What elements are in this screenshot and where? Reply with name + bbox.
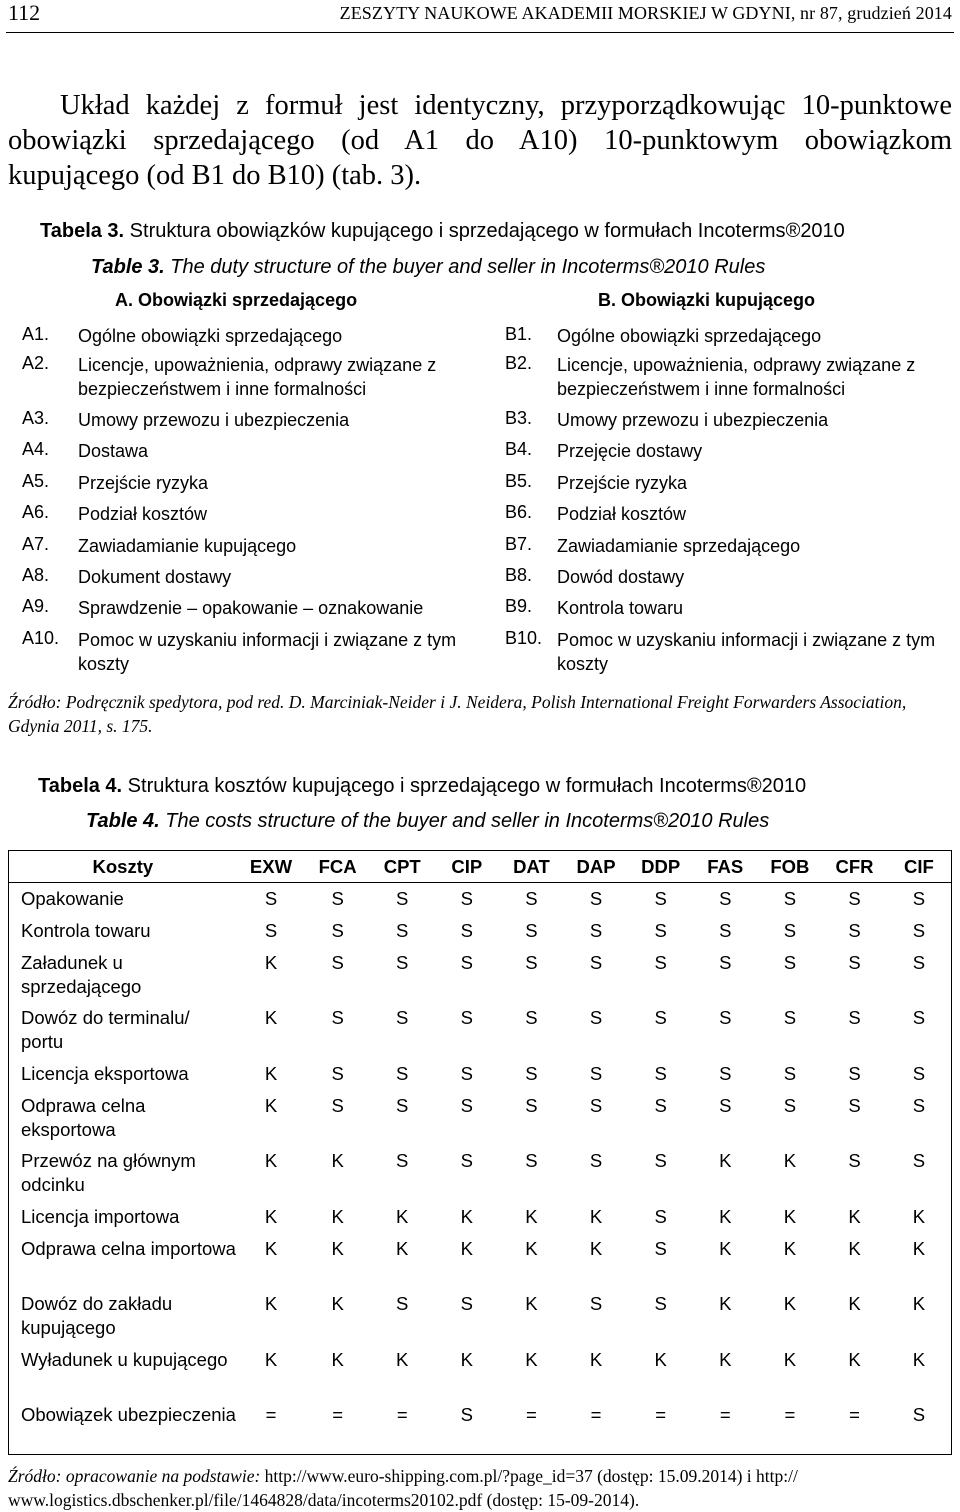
cost-allocation-cell: K [264, 1237, 278, 1259]
cost-allocation-cell: K [719, 1348, 732, 1370]
cost-allocation-cell: K [460, 1237, 473, 1259]
cost-allocation-cell: S [396, 1062, 409, 1084]
table3-caption-en-label: Table 3. [91, 256, 165, 278]
cost-allocation-cell: S [396, 919, 409, 941]
cost-allocation-cell: K [396, 1237, 409, 1259]
table-row [9, 1399, 952, 1455]
cost-allocation-cell: = [719, 1403, 731, 1425]
cost-allocation-cell: S [460, 919, 473, 941]
seller-duty-code: A7. [22, 534, 50, 554]
cost-allocation-cell: K [264, 1062, 278, 1084]
cost-allocation-cell: S [331, 1094, 344, 1116]
cost-allocation-cell: S [654, 951, 667, 973]
cost-allocation-cell: S [848, 1149, 861, 1171]
cost-allocation-cell: S [654, 919, 667, 941]
cost-allocation-cell: S [912, 919, 926, 941]
cost-allocation-cell: S [589, 951, 603, 973]
cost-allocation-cell: S [460, 1094, 473, 1116]
cost-allocation-cell: S [396, 888, 409, 909]
seller-duty-code: A2. [22, 353, 50, 373]
journal-title: ZESZYTY NAUKOWE AKADEMII MORSKIEJ W GDYNI, nr 87, grudzień 2014 [339, 3, 952, 23]
cost-allocation-cell: S [525, 919, 538, 941]
table4-caption-en-year: 2010 Rules [668, 810, 770, 832]
table4-caption-en-text: The costs structure of the buyer and seller in Incoterms [159, 810, 654, 832]
incoterm-column-header: DDP [628, 851, 693, 883]
cost-allocation-cell: K [525, 1348, 538, 1370]
cost-allocation-cell: K [525, 1237, 538, 1259]
cost-allocation-cell: K [331, 1205, 344, 1227]
incoterm-column-header: CIF [887, 851, 952, 883]
cost-allocation-cell: S [396, 1094, 409, 1116]
cost-allocation-cell: S [396, 1292, 409, 1314]
cost-allocation-cell: S [783, 888, 797, 909]
cost-allocation-cell: S [331, 888, 344, 909]
cost-allocation-cell: K [719, 1205, 732, 1227]
seller-duty-code: A10. [22, 628, 60, 648]
cost-allocation-cell: K [589, 1237, 603, 1259]
cost-allocation-cell: K [331, 1292, 344, 1314]
cost-allocation-cell: S [654, 1094, 667, 1116]
cost-allocation-cell: K [460, 1348, 473, 1370]
cost-allocation-cell: S [331, 919, 344, 941]
cost-label: Wyładunek u kupującego [21, 1348, 228, 1370]
cost-allocation-cell: S [396, 1006, 409, 1028]
cost-allocation-cell: K [264, 1094, 278, 1116]
cost-allocation-cell: K [848, 1292, 861, 1314]
cost-allocation-cell: K [396, 1205, 409, 1227]
cost-allocation-cell: S [719, 1062, 732, 1084]
cost-allocation-cell: S [719, 1006, 732, 1028]
cost-allocation-cell: S [396, 1149, 409, 1171]
cost-allocation-cell: S [912, 951, 926, 973]
table3-caption-en-text: The duty structure of the buyer and seller in Incoterms [164, 256, 650, 278]
cost-allocation-cell: S [719, 951, 732, 973]
table-row [9, 1145, 952, 1201]
cost-allocation-cell: S [525, 1062, 538, 1084]
cost-allocation-cell: K [848, 1237, 861, 1259]
cost-allocation-cell: K [264, 1006, 278, 1028]
table-row [9, 1201, 952, 1233]
page-header [0, 0, 960, 40]
cost-allocation-cell: S [912, 1062, 926, 1084]
seller-duty-text: Dostawa [78, 441, 149, 461]
cost-allocation-cell: S [719, 888, 732, 909]
cost-allocation-cell: S [654, 888, 667, 909]
column-a-header: A. Obowiązki sprzedającego [115, 290, 358, 310]
table4-caption-label: Tabela 4. [38, 775, 123, 797]
cost-allocation-cell: S [848, 1006, 861, 1028]
cost-allocation-cell: S [783, 919, 797, 941]
cost-allocation-cell: K [719, 1292, 732, 1314]
source-label: Źródło: [8, 1466, 62, 1486]
buyer-duty-code: B6. [505, 502, 533, 522]
buyer-duty-text: Podział kosztów [557, 504, 687, 524]
buyer-duty-code: B5. [505, 471, 533, 491]
cost-allocation-cell: K [331, 1237, 344, 1259]
incoterm-column-header: FCA [305, 851, 370, 883]
cost-allocation-cell: S [848, 1094, 861, 1116]
table3-caption-en [91, 256, 765, 279]
cost-allocation-cell: K [912, 1205, 926, 1227]
registered-mark: ® [653, 810, 669, 832]
seller-duty-text: Ogólne obowiązki sprzedającego [78, 326, 343, 346]
cost-allocation-cell: K [912, 1237, 926, 1259]
costs-column-header: Koszty [9, 851, 237, 883]
cost-allocation-cell: K [264, 1149, 278, 1171]
cost-allocation-cell: K [460, 1205, 473, 1227]
incoterm-column-header: DAP [564, 851, 629, 883]
cost-allocation-cell: S [460, 951, 473, 973]
cost-allocation-cell: S [783, 1006, 797, 1028]
cost-allocation-cell: K [783, 1149, 797, 1171]
buyer-duty-code: B9. [505, 596, 533, 616]
cost-allocation-cell: S [589, 1006, 603, 1028]
cost-allocation-cell: S [848, 919, 861, 941]
cost-allocation-cell: S [654, 1062, 667, 1084]
cost-allocation-cell: K [783, 1237, 797, 1259]
cost-label: Obowiązek ubezpieczenia [21, 1403, 236, 1425]
table-row [9, 1090, 952, 1145]
table3-caption [40, 220, 845, 243]
cost-allocation-cell: S [912, 1403, 926, 1425]
table4-caption-text: Struktura kosztów kupującego i sprzedającego w formułach Incoterms [122, 775, 747, 797]
cost-allocation-cell: S [460, 888, 473, 909]
cost-label: Dowóz do zakładu kupującego [21, 1292, 173, 1338]
buyer-duty-code: B10. [505, 628, 543, 648]
table3-caption-label: Tabela 3. [40, 220, 125, 242]
seller-duty-text: Podział kosztów [78, 504, 208, 524]
cost-allocation-cell: S [783, 1062, 797, 1084]
registered-mark: ® [746, 775, 762, 797]
cost-allocation-cell: S [654, 1292, 667, 1314]
seller-duty-text: Sprawdzenie – opakowanie – oznakowanie [78, 598, 424, 618]
seller-duty-text: Zawiadamianie kupującego [78, 536, 297, 556]
cost-allocation-cell: K [783, 1205, 797, 1227]
costs-table-header-row [9, 851, 952, 883]
cost-allocation-cell: = [655, 1403, 667, 1425]
table3-caption-en-year: 2010 Rules [664, 256, 766, 278]
cost-allocation-cell: S [654, 1237, 667, 1259]
cost-allocation-cell: K [396, 1348, 409, 1370]
cost-allocation-cell: S [589, 1149, 603, 1171]
buyer-duty-code: B8. [505, 565, 533, 585]
buyer-duty-text: Licencje, upoważnienia, odprawy związane z bezpieczeństwem i inne formalności [557, 355, 916, 399]
table3-source [8, 690, 952, 738]
incoterm-column-header: CIP [435, 851, 500, 883]
cost-allocation-cell: S [654, 1006, 667, 1028]
cost-allocation-cell: S [589, 1094, 603, 1116]
buyer-duty-code: B3. [505, 408, 533, 428]
cost-label: Dowóz do terminalu/ portu [21, 1006, 190, 1052]
source-label: Źródło: [8, 692, 62, 712]
cost-allocation-cell: S [654, 1205, 667, 1227]
cost-allocation-cell: = [396, 1403, 408, 1425]
seller-duty-text: Dokument dostawy [78, 567, 232, 587]
cost-allocation-cell: S [589, 888, 603, 909]
table4-caption-en [86, 810, 769, 833]
cost-allocation-cell: S [719, 919, 732, 941]
cost-allocation-cell: S [848, 951, 861, 973]
registered-mark: ® [649, 256, 665, 278]
cost-allocation-cell: K [525, 1292, 538, 1314]
costs-table-body [9, 883, 952, 1455]
seller-duty-code: A3. [22, 408, 50, 428]
cost-allocation-cell: S [331, 1006, 344, 1028]
cost-allocation-cell: S [589, 1062, 603, 1084]
cost-label: Załadunek u sprzedającego [21, 951, 142, 997]
cost-allocation-cell: S [589, 919, 603, 941]
table-row [9, 1002, 952, 1058]
cost-allocation-cell: S [912, 888, 926, 909]
cost-allocation-cell: = [526, 1403, 537, 1425]
cost-allocation-cell: K [848, 1348, 861, 1370]
cost-allocation-cell: S [460, 1403, 473, 1425]
buyer-duty-text: Umowy przewozu i ubezpieczenia [557, 410, 829, 430]
cost-allocation-cell: S [264, 919, 278, 941]
seller-duty-text: Pomoc w uzyskaniu informacji i związane z tym koszty [78, 630, 457, 674]
cost-allocation-cell: S [264, 888, 278, 909]
cost-allocation-cell: S [848, 888, 861, 909]
cost-allocation-cell: S [525, 951, 538, 973]
incoterm-column-header: EXW [237, 851, 306, 883]
cost-allocation-cell: K [783, 1292, 797, 1314]
table-row [9, 947, 952, 1002]
incoterm-column-header: FOB [758, 851, 823, 883]
seller-duty-text: Przejście ryzyka [78, 473, 209, 493]
cost-allocation-cell: K [783, 1348, 797, 1370]
cost-allocation-cell: K [264, 1348, 278, 1370]
cost-allocation-cell: S [589, 1292, 603, 1314]
incoterm-column-header: FAS [693, 851, 758, 883]
buyer-duty-code: B7. [505, 534, 533, 554]
seller-duty-code: A8. [22, 565, 50, 585]
cost-allocation-cell: S [460, 1062, 473, 1084]
table3-caption-text: Struktura obowiązków kupującego i sprzedającego w formułach Incoterms [124, 220, 786, 242]
cost-allocation-cell: K [589, 1205, 603, 1227]
table-row [9, 1058, 952, 1090]
cost-allocation-cell: K [264, 1205, 278, 1227]
cost-allocation-cell: K [264, 1292, 278, 1314]
costs-table [8, 850, 952, 1455]
seller-duty-text: Umowy przewozu i ubezpieczenia [78, 410, 350, 430]
cost-label: Opakowanie [21, 888, 124, 909]
header-rule [6, 32, 954, 33]
seller-duty-text: Licencje, upoważnienia, odprawy związane z bezpieczeństwem i inne formalności [78, 355, 437, 399]
cost-allocation-cell: S [912, 1149, 926, 1171]
cost-allocation-cell: K [331, 1149, 344, 1171]
body-paragraph: Układ każdej z formuł jest identyczny, przyporządkowując 10-punktowe obowiązki sprzedającego (od A1 do A10) 10-punktowym obowiązkom kupującego (od B1 do B10) (tab. 3). [8, 90, 952, 191]
seller-duty-code: A1. [22, 324, 50, 344]
source-urls: http://www.euro-shipping.com.pl/?page_id=37 (dostęp: 15.09.2014) i http:// www.logistics.dbschenker.pl/file/1464828/data/incoterms20102.pdf (dostęp: 15-09-2014). [8, 1466, 798, 1510]
cost-allocation-cell: K [525, 1205, 538, 1227]
incoterm-column-header: CPT [370, 851, 435, 883]
cost-allocation-cell: = [784, 1403, 796, 1425]
cost-allocation-cell: S [460, 1149, 473, 1171]
table3-caption-year: 2010 [800, 220, 845, 242]
cost-allocation-cell: K [848, 1205, 861, 1227]
cost-allocation-cell: S [396, 951, 409, 973]
table4-source [8, 1464, 952, 1512]
cost-allocation-cell: K [654, 1348, 667, 1370]
buyer-duty-code: B4. [505, 439, 533, 459]
page-number: 112 [8, 0, 41, 25]
buyer-duty-text: Ogólne obowiązki sprzedającego [557, 326, 822, 346]
cost-allocation-cell: S [783, 951, 797, 973]
cost-allocation-cell: S [525, 1094, 538, 1116]
cost-allocation-cell: S [912, 1006, 926, 1028]
buyer-duty-code: B1. [505, 324, 533, 344]
table4-caption-en-label: Table 4. [86, 810, 160, 832]
buyer-duty-text: Przejęcie dostawy [557, 441, 703, 461]
cost-allocation-cell: S [848, 1062, 861, 1084]
table-row [9, 915, 952, 947]
cost-allocation-cell: S [331, 1062, 344, 1084]
cost-allocation-cell: S [331, 951, 344, 973]
buyer-duty-text: Dowód dostawy [557, 567, 685, 587]
table4-caption-year: 2010 [761, 775, 807, 797]
buyer-duty-text: Zawiadamianie sprzedającego [557, 536, 801, 556]
cost-allocation-cell: = [590, 1403, 602, 1425]
cost-allocation-cell: K [912, 1292, 926, 1314]
cost-label: Odprawa celna importowa [21, 1237, 236, 1259]
cost-label: Odprawa celna eksportowa [21, 1094, 146, 1140]
cost-allocation-cell: S [912, 1094, 926, 1116]
buyer-duty-code: B2. [505, 353, 533, 373]
buyer-duty-text: Przejście ryzyka [557, 473, 688, 493]
seller-duty-code: A4. [22, 439, 50, 459]
cost-allocation-cell: K [264, 951, 278, 973]
seller-duty-code: A6. [22, 502, 50, 522]
cost-label: Licencja eksportowa [21, 1062, 189, 1084]
cost-allocation-cell: S [525, 1006, 538, 1028]
incoterm-column-header: CFR [822, 851, 887, 883]
seller-duty-code: A9. [22, 596, 50, 616]
source-text: opracowanie na podstawie: [61, 1466, 265, 1486]
cost-allocation-cell: = [265, 1403, 277, 1425]
cost-allocation-cell: S [460, 1006, 473, 1028]
cost-label: Licencja importowa [21, 1205, 180, 1227]
source-text: Podręcznik spedytora, pod red. D. Marciniak-Neider i J. Neidera, Polish International Freight Forwarders Association, Gdynia 2011, s. 175. [8, 692, 907, 736]
cost-allocation-cell: S [525, 1149, 538, 1171]
buyer-duty-text: Kontrola towaru [557, 598, 684, 618]
cost-allocation-cell: K [589, 1348, 603, 1370]
cost-allocation-cell: S [525, 888, 538, 909]
cost-allocation-cell: S [654, 1149, 667, 1171]
cost-allocation-cell: = [849, 1403, 860, 1425]
registered-mark: ® [785, 220, 801, 242]
cost-label: Przewóz na głównym odcinku [21, 1149, 196, 1195]
cost-label: Kontrola towaru [21, 919, 151, 941]
cost-allocation-cell: S [460, 1292, 473, 1314]
table-row [9, 1288, 952, 1344]
cost-allocation-cell: = [332, 1403, 344, 1425]
incoterm-column-header: DAT [499, 851, 564, 883]
table-row [9, 1233, 952, 1288]
table-row [9, 883, 952, 915]
cost-allocation-cell: K [331, 1348, 344, 1370]
cost-allocation-cell: S [719, 1094, 732, 1116]
buyer-duty-text: Pomoc w uzyskaniu informacji i związane z tym koszty [557, 630, 936, 674]
table4-caption [38, 775, 806, 798]
cost-allocation-cell: K [719, 1237, 732, 1259]
table-row [9, 1344, 952, 1399]
seller-duty-code: A5. [22, 471, 50, 491]
cost-allocation-cell: K [719, 1149, 732, 1171]
column-b-header: B. Obowiązki kupującego [598, 290, 816, 310]
cost-allocation-cell: K [912, 1348, 926, 1370]
cost-allocation-cell: S [783, 1094, 797, 1116]
